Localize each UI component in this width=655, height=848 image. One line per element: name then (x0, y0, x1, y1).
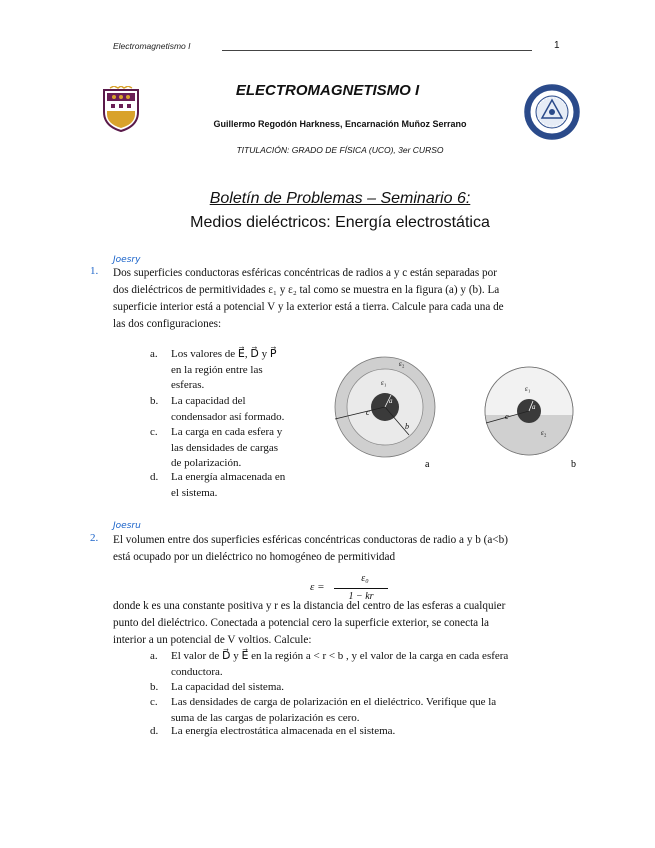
item-label: b. (150, 681, 159, 693)
document-title: ELECTROMAGNETISMO I (235, 82, 420, 99)
formula-fraction-bar (334, 588, 388, 589)
item-line: las densidades de cargas (171, 441, 279, 454)
spherical-capacitor-figure (333, 355, 585, 473)
figure-a-caption: a (425, 459, 430, 470)
figure-b-caption: b (571, 459, 576, 470)
item-line: en la región entre las (171, 363, 263, 376)
figure-b-label-c: c (505, 412, 509, 421)
problem-2-statement-cont (113, 598, 565, 649)
formula-numerator: ε₀ (361, 573, 369, 584)
item-line: condensador así formado. (171, 410, 285, 423)
item-line: conductora. (171, 665, 223, 678)
problem-1-line: superficie interior está a potencial V y la exterior está a tierra. Calcule para cada una de (113, 301, 504, 313)
formula-lhs: ε = (310, 581, 325, 593)
figure-a-eps1: ε₁ (381, 379, 387, 387)
problem-1-item-d (150, 470, 305, 501)
figure-b-eps1: ε₁ (525, 385, 531, 393)
item-line: La carga en cada esfera y (171, 426, 283, 438)
item-line: esferas. (171, 379, 205, 391)
degree-line: TITULACIÓN: GRADO DE FÍSICA (UCO), 3er CURSO (236, 145, 444, 155)
item-label: a. (150, 348, 158, 360)
problem-2-item-c (150, 695, 565, 726)
problem-2-item-b (150, 680, 565, 696)
handwritten-annotation-2: Joesru (113, 521, 141, 531)
item-label: a. (150, 650, 158, 662)
figure-a-label-c: c (366, 408, 370, 417)
item-line: El valor de D⃗ y E⃗ en la región a < r < b , y el valor de la carga en cada esfera (171, 650, 509, 662)
item-line: suma de las cargas de polarización es cero. (171, 711, 360, 724)
problem-2-line: interior a un potencial de V voltios. Calcule: (113, 634, 312, 646)
item-label: b. (150, 395, 159, 407)
figure-b-label-a: a (532, 403, 536, 411)
figure-a-label-a: a (389, 397, 393, 405)
problem-1-line: las dos configuraciones: (113, 318, 222, 330)
problem-2-line: El volumen entre dos superficies esféricas concéntricas conductoras de radio a y b (a<b) (113, 534, 508, 546)
running-header: Electromagnetismo I (113, 41, 191, 51)
page-number: 1 (554, 40, 560, 51)
problem-1-number: 1. (90, 265, 99, 277)
problem-1-item-b (150, 394, 305, 425)
authors: Guillermo Regodón Harkness, Encarnación Muñoz Serrano (213, 119, 467, 129)
item-label: c. (150, 696, 158, 708)
problem-1-item-a (150, 347, 305, 393)
problem-2-item-a (150, 649, 565, 680)
item-line: La energía electrostática almacenada en el sistema. (171, 725, 396, 737)
item-line: Los valores de E⃗, D⃗ y P⃗ (171, 348, 277, 360)
item-line: La capacidad del (171, 395, 246, 407)
figure-a-eps2: ε₂ (399, 360, 405, 368)
item-label: c. (150, 426, 158, 438)
problem-2-item-d (150, 724, 565, 740)
item-line: Las densidades de carga de polarización en el dieléctrico. Verifique que la (171, 696, 497, 708)
problem-2-line: punto del dieléctrico. Conectada a potencial cero la superficie exterior, se conecta la (113, 617, 490, 629)
item-line: La energía almacenada en (171, 471, 286, 483)
problem-2-line: está ocupado por un dieléctrico no homogéneo de permitividad (113, 551, 396, 563)
bulletin-title: Boletín de Problemas – Seminario 6: (209, 190, 471, 207)
problem-1-statement (113, 265, 565, 333)
item-line: La capacidad del sistema. (171, 681, 285, 693)
item-label: d. (150, 471, 159, 483)
handwritten-annotation-1: Joesry (113, 255, 141, 265)
item-line: de polarización. (171, 457, 242, 469)
figure-b-eps2: ε₂ (541, 429, 547, 437)
problem-2-statement (113, 532, 565, 566)
header-rule (222, 50, 532, 51)
bulletin-subtitle: Medios dieléctricos: Energía electrostática (190, 214, 490, 231)
formula-denominator: 1 − kr (348, 591, 374, 602)
problem-2-line: donde k es una constante positiva y r es la distancia del centro de las esferas a cualquier (113, 600, 506, 612)
problem-2-number: 2. (90, 532, 99, 544)
problem-1-item-c (150, 425, 305, 471)
problem-1-line: dos dieléctricos de permitividades ε₁ y ε₂ tal como se muestra en la figura (a) y (b). La (113, 284, 500, 296)
item-label: d. (150, 725, 159, 737)
problem-1-line: Dos superficies conductoras esféricas concéntricas de radios a y c están separadas por (113, 267, 497, 279)
figure-a-label-b: b (405, 422, 409, 431)
item-line: el sistema. (171, 486, 218, 499)
